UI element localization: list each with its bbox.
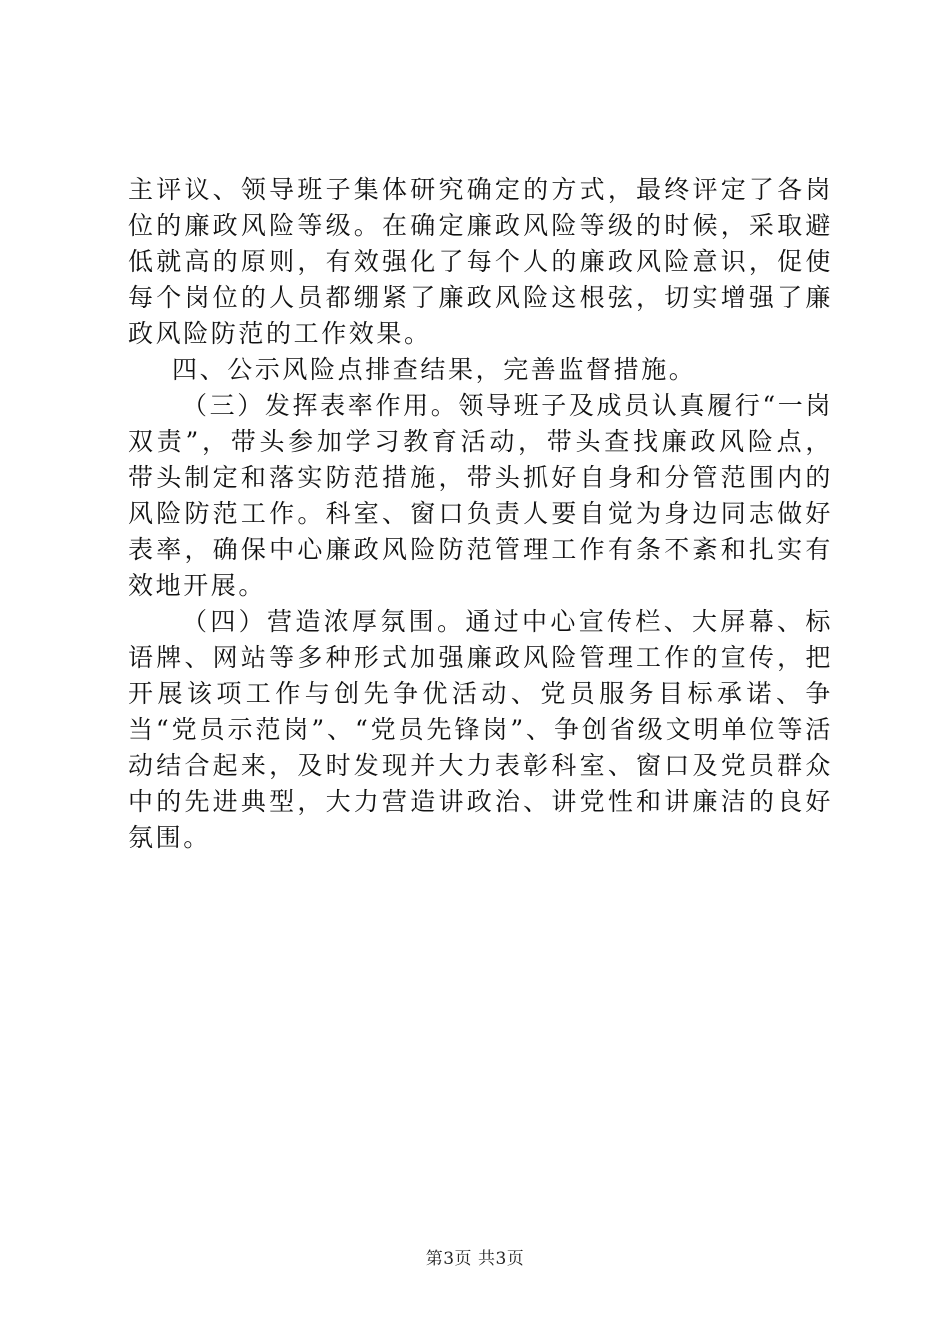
page-footer: 第3页 共3页: [425, 1249, 525, 1269]
paragraph-set-example: （三）发挥表率作用。领导班子及成员认真履行“一岗双责”，带头参加学习教育活动，带头查找廉政风险点，带头制定和落实防范措施，带头抓好自身和分管范围内的风险防范工作。科室、窗口负责人要自觉为身边同志做好表率，确保中心廉政风险防范管理工作有条不紊和扎实有效地开展。: [128, 391, 833, 600]
paragraph-create-atmosphere: （四）营造浓厚氛围。通过中心宣传栏、大屏幕、标语牌、网站等多种形式加强廉政风险管理工作的宣传，把开展该项工作与创先争优活动、党员服务目标承诺、争当“党员示范岗”、“党员先锋岗”、争创省级文明单位等活动结合起来，及时发现并大力表彰科室、窗口及党员群众中的先进典型，大力营造讲政治、讲党性和讲廉洁的良好氛围。: [128, 607, 833, 852]
document-body: [128, 172, 833, 856]
section-heading-four: 四、公示风险点排查结果，完善监督措施。: [172, 355, 697, 384]
paragraph-continuation: 主评议、领导班子集体研究确定的方式，最终评定了各岗位的廉政风险等级。在确定廉政风险等级的时候，采取避低就高的原则，有效强化了每个人的廉政风险意识，促使每个岗位的人员都绷紧了廉政风险这根弦，切实增强了廉政风险防范的工作效果。: [128, 175, 833, 348]
